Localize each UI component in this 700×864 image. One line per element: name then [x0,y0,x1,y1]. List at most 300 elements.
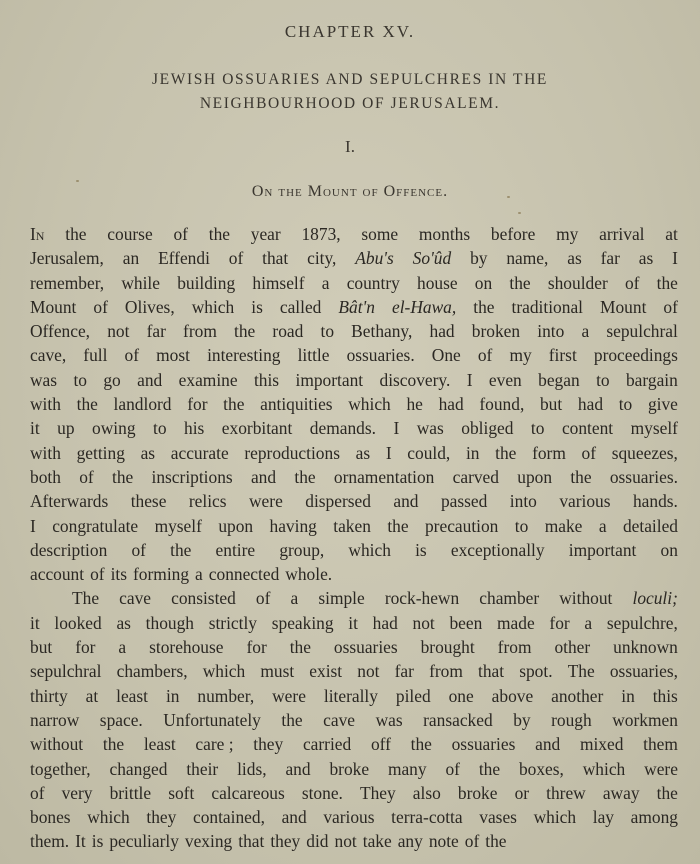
word: as [355,442,371,463]
word: loculi; [632,588,678,609]
word: the [294,466,316,487]
word: The [567,661,595,682]
text-line [30,368,678,392]
word: simple [318,588,365,609]
word: of [663,296,678,317]
word: contained, [192,807,265,828]
word: as [116,612,131,633]
word: important [568,539,637,560]
word: Bât'n [338,296,375,317]
word: had [577,394,604,415]
word: which [87,807,130,828]
word: inscriptions [151,466,233,487]
word: a [584,612,593,633]
word: for [187,394,208,415]
word: that [262,248,289,269]
word: accurate [170,442,229,463]
section-subtitle: On the Mount of Offence. [251,183,449,200]
word: important [295,369,364,390]
word: while [121,272,160,293]
word: hands. [632,491,678,512]
word: and [535,734,561,755]
word: reproductions [244,442,340,463]
word: of [228,248,244,269]
word: One [431,345,461,366]
word: connected [208,564,280,585]
word: the [495,442,517,463]
text-line [30,319,678,343]
word: entire [215,539,256,560]
text-line [30,295,678,319]
word: these [130,491,167,512]
word: of [131,539,146,560]
word: narrow [30,709,80,730]
word: content [561,418,614,439]
word: them [643,734,678,755]
word: least [143,734,176,755]
word: space. [99,709,143,730]
text-line [30,514,678,538]
text-line [30,805,678,829]
word: various [323,807,375,828]
text-line [30,538,678,562]
word: also [412,782,441,803]
word: up [57,418,75,439]
text-line [30,416,678,440]
word: I [385,442,392,463]
word: which [202,661,246,682]
word: Effendi [158,248,210,269]
word: a [290,588,299,609]
word: building [177,272,236,293]
word: which [348,539,391,560]
word: changed [109,758,168,779]
word: antiquities [260,394,333,415]
word: did [306,831,329,852]
word: together, [30,758,91,779]
word: ossuaries. [609,466,678,487]
word: the [111,466,134,487]
word: with [30,394,61,415]
word: off [370,734,391,755]
word: I [393,418,400,439]
word: landlord [113,394,172,415]
word: give [647,394,678,415]
word: into [537,321,565,342]
word: to [514,515,529,536]
word: arrival [599,224,645,244]
word: Bethany, [351,321,413,342]
word: upon [517,466,553,487]
word: The [72,588,100,609]
word: broken [471,321,521,342]
word: in [621,685,635,706]
word: for [549,612,570,633]
word: to [618,394,633,415]
word: by [470,248,488,269]
word: passed [440,491,488,512]
word: many [387,758,427,779]
word: both [30,466,61,487]
word: as [567,248,582,269]
word: country [346,272,400,293]
word: in [465,442,480,463]
word: from [429,661,463,682]
word: his [184,418,205,439]
word: dispersed [305,491,371,512]
word: I [30,515,36,536]
word: cave [119,588,151,609]
word: first [548,345,577,366]
word: lay [592,807,614,828]
word: its [110,564,128,585]
text-line [30,586,678,610]
word: to [596,369,610,390]
word: the [102,734,125,755]
word: must [260,661,295,682]
text-line [30,222,678,246]
word: is [415,539,427,560]
word: the [76,394,98,415]
word: go [103,369,121,390]
text-line [30,465,678,489]
word: city, [307,248,337,269]
word: of [124,345,140,366]
word: most [156,345,190,366]
word: road [272,321,304,342]
word: to [153,418,167,439]
text-line [30,562,678,586]
word: name, [506,248,549,269]
word: the [478,758,501,779]
word: getting [76,442,125,463]
word: and [393,491,419,512]
word: various [559,491,611,512]
word: as [638,248,654,269]
word: a [195,564,203,585]
word: had [429,321,455,342]
word: taken [333,515,371,536]
word: sepulchre, [606,612,678,633]
word: ornamentation [333,466,435,487]
text-line [30,441,678,465]
word: house [417,272,458,293]
word: began [538,369,580,390]
word: for [246,637,267,658]
word: of [90,564,105,585]
word: any [397,831,423,852]
word: they [146,807,177,828]
word: bones [30,807,71,828]
text-line [30,708,678,732]
word: that [478,661,505,682]
word: or [514,782,530,803]
word: were [249,491,283,512]
word: of [30,782,45,803]
word: had [372,612,398,633]
word: Jerusalem, [30,248,104,269]
word: but [539,394,563,415]
word: exist [309,661,343,682]
word: So'ûd [412,248,452,269]
word: Abu's [355,248,394,269]
word: In [30,224,45,244]
word: terra-cotta [391,807,463,828]
word: an [122,248,140,269]
word: some [361,224,399,244]
word: least [116,685,148,706]
word: which [533,807,577,828]
word: found, [479,394,525,415]
word: of [477,345,493,366]
word: a [321,272,330,293]
word: and [281,807,307,828]
chapter-title [0,68,700,116]
word: myself [630,418,678,439]
word: ossuaries, [609,661,678,682]
word: of [93,296,108,317]
word: of [445,758,460,779]
word: their [186,758,219,779]
text-line [30,781,678,805]
word: even [488,369,522,390]
word: year [250,224,281,244]
word: that [238,831,265,852]
word: obliged [461,418,514,439]
word: far [600,248,620,269]
word: rock-hewn [384,588,460,609]
word: the [410,734,432,755]
word: speaking [271,612,334,633]
word: relics [188,491,227,512]
word: I [466,369,473,390]
word: account [30,564,85,585]
text-line [30,611,678,635]
word: the [170,539,192,560]
word: chambers, [116,661,188,682]
word: the [223,394,245,415]
word: precaution [424,515,499,536]
word: mixed [579,734,624,755]
text-line [30,732,678,756]
word: forming [133,564,190,585]
word: strictly [208,612,258,633]
word: of [581,442,597,463]
word: not [412,612,435,633]
word: in [165,685,180,706]
word: little [297,345,330,366]
word: soft [168,782,195,803]
text-line [30,392,678,416]
word: brought [420,637,475,658]
text-line [30,271,678,295]
word: at [85,685,99,706]
word: it [348,612,358,633]
paper-speck [76,180,79,182]
word: ossuaries [333,637,398,658]
word: storehouse [149,637,224,658]
word: not [107,321,130,342]
word: upon [218,515,254,536]
word: and [137,369,163,390]
word: course [107,224,153,244]
word: vexing [184,831,233,852]
word: description [30,539,108,560]
text-line [30,684,678,708]
word: could, [407,442,451,463]
word: traditional [511,296,583,317]
word: examine [178,369,238,390]
text-line [30,659,678,683]
word: shoulder [547,272,608,293]
word: the [656,782,678,803]
word: chamber [479,588,540,609]
word: carried [302,734,352,755]
word: the [289,637,311,658]
word: far [394,661,414,682]
word: he [406,394,423,415]
word: of [173,224,188,244]
word: ransacked [423,709,493,730]
word: calcareous [211,782,285,803]
word: 1873, [301,224,341,244]
word: care ; [195,734,234,755]
word: it [30,612,40,633]
word: workmen [612,709,678,730]
word: lids, [237,758,267,779]
word: my [556,224,579,244]
word: at [665,224,678,244]
word: other [554,637,591,658]
paper-speck [507,196,510,198]
word: Olives, [124,296,175,317]
word: peculiarly [109,831,179,852]
word: the [234,321,256,342]
chapter-title-line-2: NEIGHBOURHOOD OF JERUSALEM. [199,95,501,112]
word: though [145,612,194,633]
word: note [428,831,459,852]
text-line [30,489,678,513]
word: make [544,515,583,536]
word: the [208,224,230,244]
word: away [602,782,640,803]
word: Mount [30,296,77,317]
word: above [491,685,534,706]
word: discovery. [379,369,451,390]
paper-speck [518,212,521,214]
word: but [30,637,53,658]
word: ossuaries. [346,345,415,366]
word: the [473,296,495,317]
word: by [513,709,531,730]
word: cave [323,709,356,730]
word: the [570,466,592,487]
word: the [281,709,303,730]
word: himself [252,272,305,293]
word: thirty [30,685,68,706]
text-line [30,246,678,270]
word: far [146,321,166,342]
word: Unfortunately [163,709,261,730]
word: before [490,224,536,244]
word: very [61,782,93,803]
word: from [183,321,217,342]
word: was [30,369,58,390]
word: myself [154,515,202,536]
text-line [30,829,678,853]
word: interesting [207,345,281,366]
word: rough [551,709,592,730]
word: which [348,394,391,415]
word: of [464,831,480,852]
word: was [416,418,444,439]
word: is [251,296,263,317]
word: had [438,394,464,415]
word: were [644,758,678,779]
word: of [255,588,271,609]
chapter-title-line-1: JEWISH OSSUARIES AND SEPULCHRES IN THE [152,71,548,88]
word: my [509,345,532,366]
word: group, [279,539,325,560]
word: demands. [309,418,376,439]
word: them. [30,831,70,852]
word: is [91,831,104,852]
body-text [30,222,678,854]
word: among [630,807,678,828]
word: on [660,539,678,560]
word: into [509,491,537,512]
word: cave, [30,345,67,366]
word: it [30,418,40,439]
word: with [30,442,61,463]
word: remember, [30,272,105,293]
text-line [30,635,678,659]
word: It [75,831,86,852]
word: number, [197,685,255,706]
word: called [279,296,322,317]
word: made [497,612,535,633]
word: to [530,418,545,439]
word: brittle [109,782,152,803]
word: were [272,685,306,706]
word: Offence, [30,321,91,342]
word: without [30,734,84,755]
word: this [652,685,678,706]
word: another [551,685,604,706]
word: exorbitant [221,418,293,439]
word: the [485,831,507,852]
word: a [598,515,607,536]
text-line [30,757,678,781]
word: the [509,272,531,293]
text-line [30,343,678,367]
word: they [253,734,284,755]
word: exceptionally [450,539,545,560]
word: and [285,758,311,779]
word: vases [479,807,517,828]
word: and [250,466,277,487]
word: to [73,369,87,390]
word: consisted [171,588,236,609]
word: spot. [519,661,553,682]
word: proceedings [593,345,678,366]
section-number: I. [345,137,355,156]
word: congratulate [52,515,139,536]
word: of [79,466,94,487]
word: not [357,661,380,682]
word: squeezes, [611,442,678,463]
word: carved [452,466,499,487]
